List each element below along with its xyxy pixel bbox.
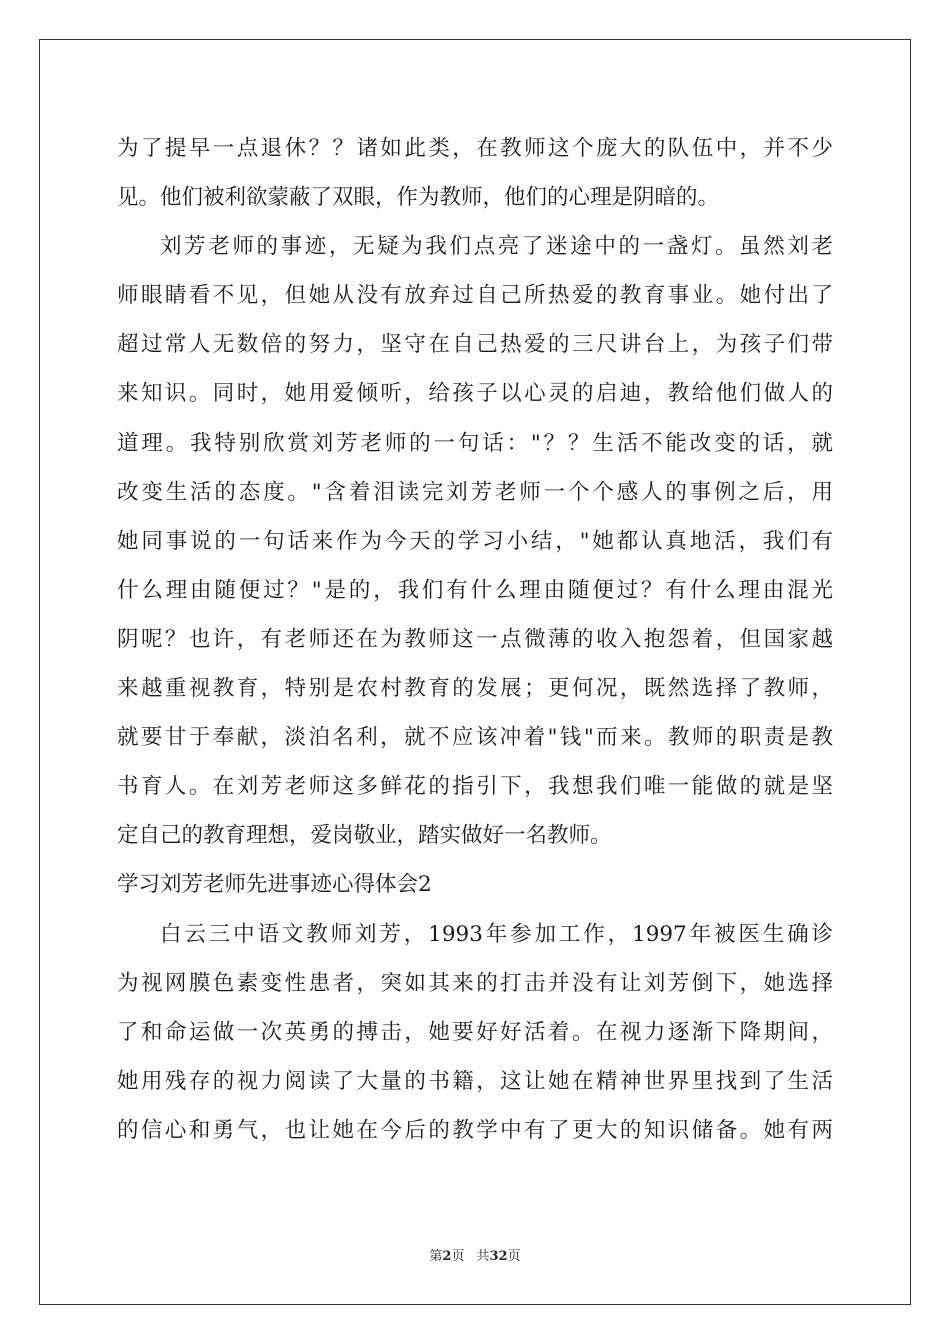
page-label-prefix: 第	[429, 1249, 443, 1264]
text-line: 就要甘于奉献，淡泊名利，就不应该冲着"钱"而来。教师的职责是教	[117, 725, 833, 751]
text-line: 改变生活的态度。"含着泪读完刘芳老师一个个感人的事例之后，用	[117, 479, 833, 505]
text-line: 来知识。同时，她用爱倾听，给孩子以心灵的启迪，教给他们做人的	[117, 381, 833, 407]
total-pages: 32	[489, 1249, 508, 1264]
text-line: 白云三中语文教师刘芳，1993年参加工作，1997年被医生确诊	[160, 921, 833, 947]
total-label-suffix: 页	[507, 1249, 521, 1264]
text-line: 师眼睛看不见，但她从没有放弃过自己所热爱的教育事业。她付出了	[117, 283, 833, 309]
text-line: 她用残存的视力阅读了大量的书籍，这让她在精神世界里找到了生活	[117, 1068, 833, 1094]
text-line: 的信心和勇气，也让她在今后的教学中有了更大的知识储备。她有两	[117, 1117, 833, 1143]
text-line: 什么理由随便过？"是的，我们有什么理由随便过？有什么理由混光	[117, 577, 833, 603]
text-line: 了和命运做一次英勇的搏击，她要好好活着。在视力逐渐下降期间，	[117, 1019, 833, 1045]
text-line: 为视网膜色素变性患者，突如其来的打击并没有让刘芳倒下，她选择	[117, 970, 833, 996]
text-line: 为了提早一点退休？？诸如此类，在教师这个庞大的队伍中，并不少	[117, 136, 833, 161]
document-body	[117, 124, 833, 1155]
section-heading: 学习刘芳老师先进事迹心得体会2	[117, 872, 432, 898]
text-line: 书育人。在刘芳老师这多鲜花的指引下，我想我们唯一能做的就是坚	[117, 774, 833, 800]
text-line: 见。他们被利欲蒙蔽了双眼，作为教师，他们的心理是阴暗的。	[117, 185, 720, 211]
text-line: 定自己的教育理想，爱岗敬业，踏实做好一名教师。	[117, 823, 612, 849]
text-line: 她同事说的一句话来作为今天的学习小结，"她都认真地活，我们有	[117, 528, 833, 554]
text-line: 超过常人无数倍的努力，坚守在自己热爱的三尺讲台上，为孩子们带	[117, 332, 833, 358]
page-label-suffix: 页	[451, 1249, 465, 1264]
total-label-prefix: 共	[476, 1249, 490, 1264]
page-number: 2	[442, 1249, 452, 1264]
text-line: 阴呢？也许，有老师还在为教师这一点微薄的收入抱怨着，但国家越	[117, 626, 833, 652]
text-line: 道理。我特别欣赏刘芳老师的一句话："？？生活不能改变的话，就	[117, 430, 833, 456]
page-footer	[0, 1245, 950, 1264]
text-line: 来越重视教育，特别是农村教育的发展；更何况，既然选择了教师，	[117, 676, 833, 702]
text-line: 刘芳老师的事迹，无疑为我们点亮了迷途中的一盏灯。虽然刘老	[160, 234, 833, 260]
